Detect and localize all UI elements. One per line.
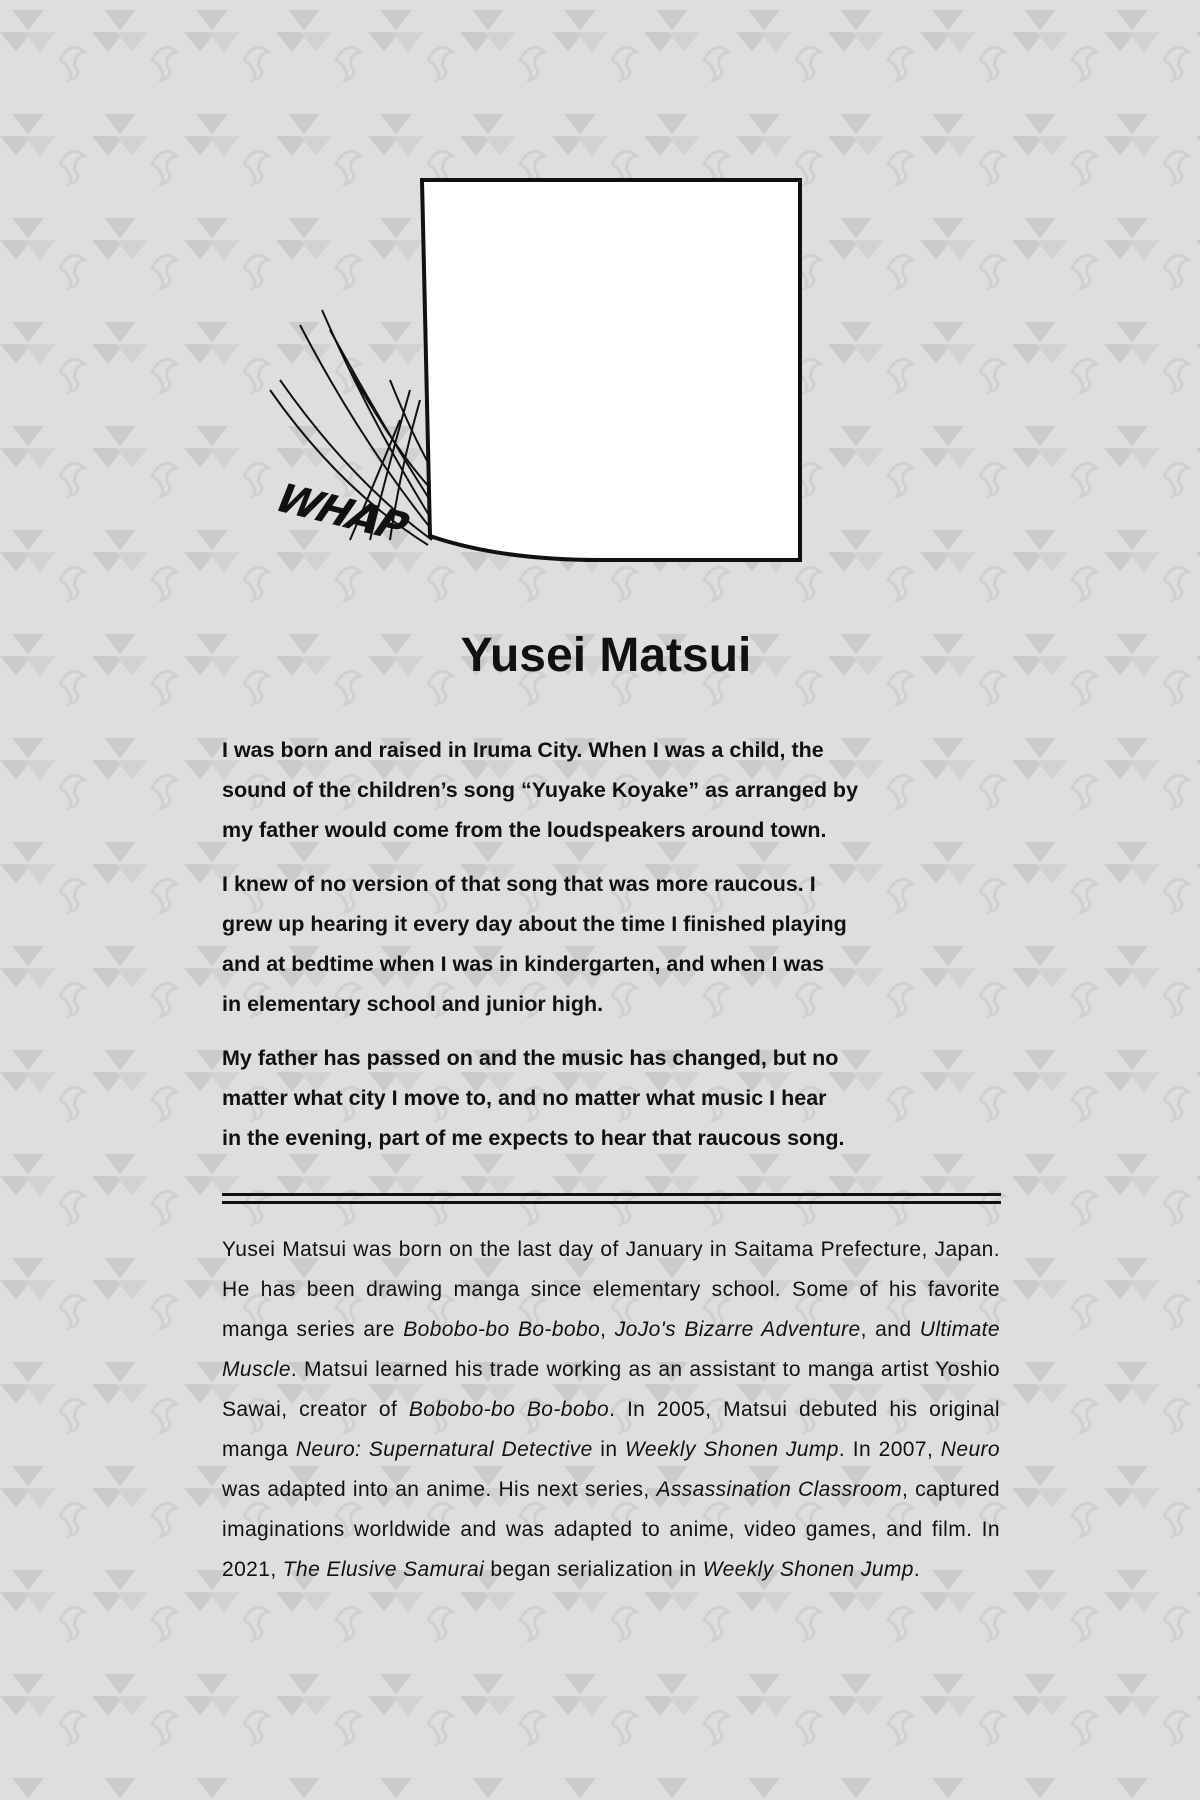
- portrait-frame: [422, 180, 800, 560]
- bio-text: , captured imaginations worldwide and was adapted to anime, video games, and film. In 2021,: [222, 1478, 1000, 1581]
- statement-line: I knew of no version of that song that was more raucous. I: [222, 872, 816, 896]
- bio-text: in: [592, 1438, 626, 1461]
- statement-paragraph-2: [222, 864, 1002, 1024]
- bio-text: was adapted into an anime. His next series,: [222, 1478, 657, 1501]
- bio-title: The Elusive Samurai: [282, 1558, 485, 1581]
- statement-line: matter what city I move to, and no matter what music I hear: [222, 1086, 827, 1110]
- bio-text: . Matsui learned his trade working as an assistant to manga artist Yoshio Sawai, creator of: [222, 1358, 1000, 1421]
- statement-paragraph-3: [222, 1038, 1002, 1158]
- bio-text: .: [913, 1558, 921, 1581]
- author-portrait-illustration: [0, 0, 1200, 620]
- bio-title: Ultimate Muscle: [222, 1318, 1000, 1381]
- bio-title: Neuro: Supernatural Detective: [295, 1438, 593, 1461]
- author-name-title: Yusei Matsui: [460, 629, 752, 682]
- bio-text: . In 2005, Matsui debuted his original manga: [222, 1398, 1000, 1461]
- bio-title: Weekly Shonen Jump: [625, 1438, 839, 1461]
- statement-line: and at bedtime when I was in kindergarten, and when I was: [222, 952, 825, 976]
- bio-text: ,: [600, 1318, 615, 1341]
- bio-title: Bobobo-bo Bo-bobo: [408, 1398, 610, 1421]
- sound-effect-text: WHAP: [268, 475, 414, 551]
- bio-title: Neuro: [940, 1438, 1000, 1461]
- divider-line-top: [222, 1193, 1001, 1196]
- bio-title: Bobobo-bo Bo-bobo: [403, 1318, 601, 1341]
- statement-line: in elementary school and junior high.: [222, 992, 604, 1016]
- bio-title: JoJo's Bizarre Adventure: [614, 1318, 861, 1341]
- bio-text: . In 2007,: [838, 1438, 941, 1461]
- author-biography: [222, 1230, 1000, 1590]
- statement-line: I was born and raised in Iruma City. When I was a child, the: [222, 738, 824, 762]
- bio-title: Assassination Classroom: [656, 1478, 902, 1501]
- statement-line: in the evening, part of me expects to hear that raucous song.: [222, 1126, 845, 1150]
- statement-paragraph-1: [222, 730, 1002, 850]
- statement-line: My father has passed on and the music has changed, but no: [222, 1046, 839, 1070]
- bio-text: Yusei Matsui was born on the last day of January in Saitama Prefecture, Japan. He has been drawing manga since elementary school. Some of his favorite manga series are: [222, 1238, 1000, 1341]
- statement-line: my father would come from the loudspeakers around town.: [222, 818, 827, 842]
- statement-line: grew up hearing it every day about the time I finished playing: [222, 912, 847, 936]
- bio-text: , and: [860, 1318, 920, 1341]
- statement-line: sound of the children’s song “Yuyake Koyake” as arranged by: [222, 778, 859, 802]
- bio-text: began serialization in: [484, 1558, 703, 1581]
- bio-title: Weekly Shonen Jump: [702, 1558, 914, 1581]
- divider-line-bottom: [222, 1201, 1001, 1204]
